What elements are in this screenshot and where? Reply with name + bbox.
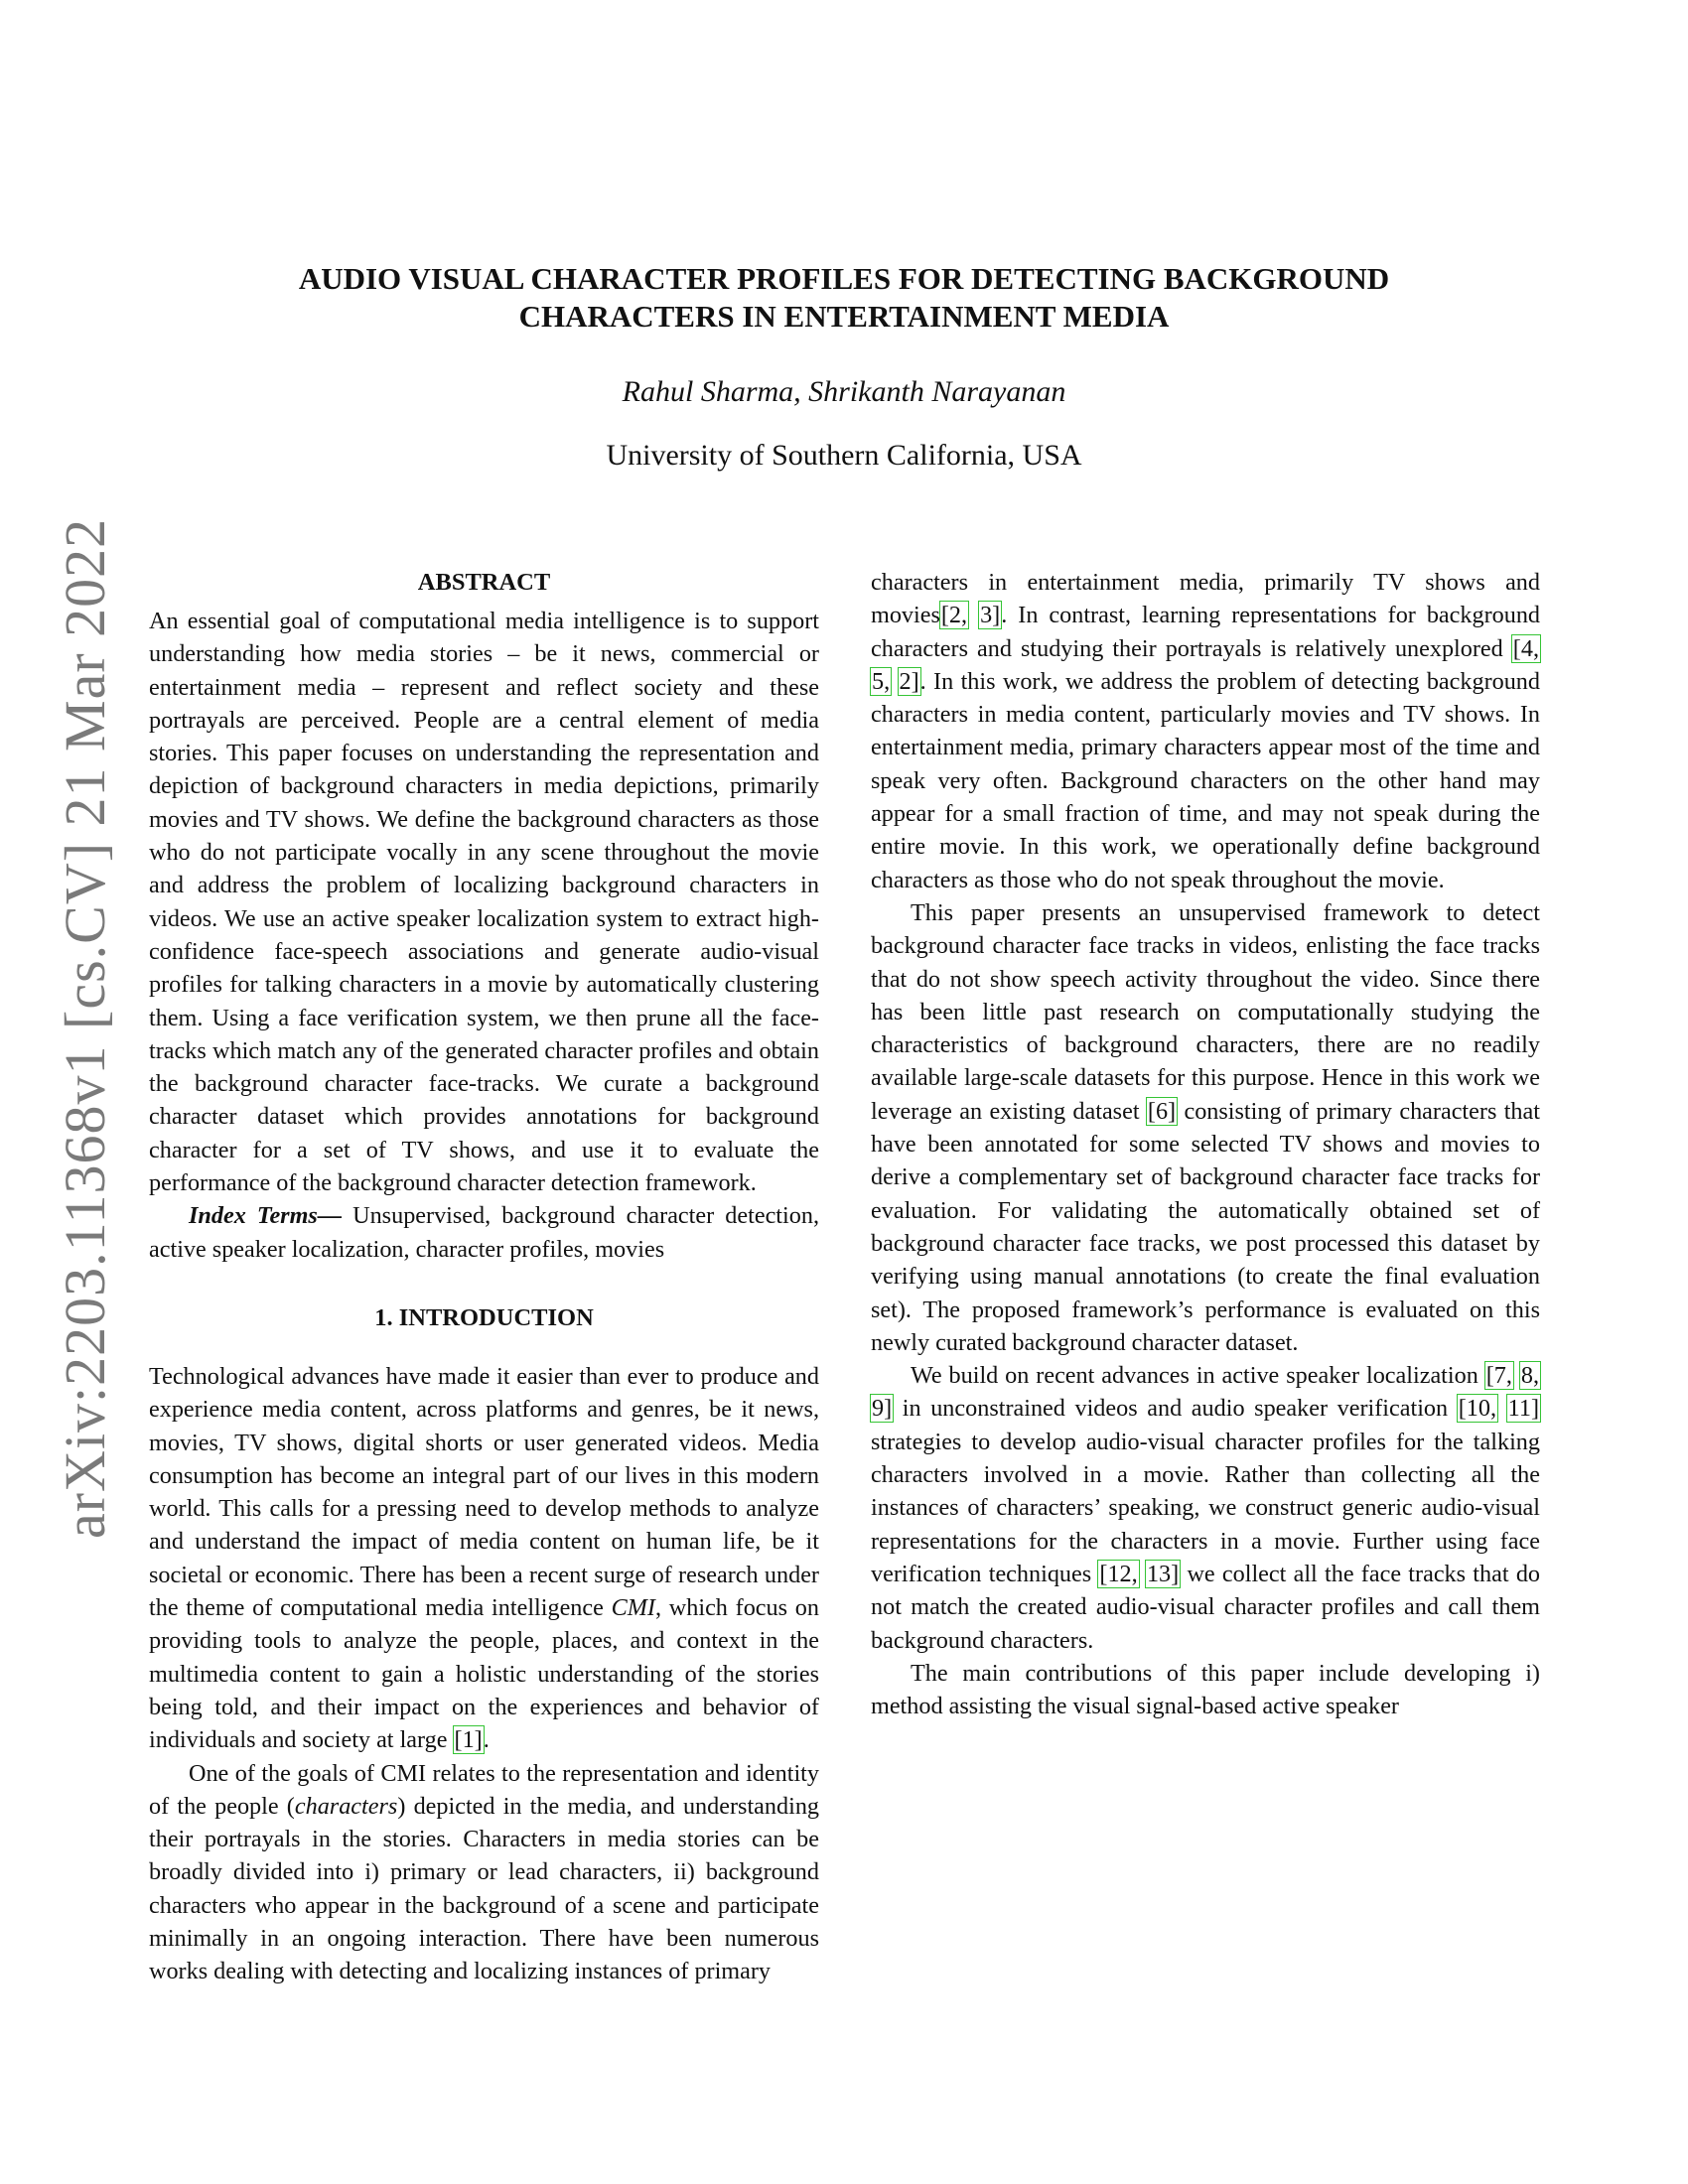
intro-paragraph-4: We build on recent advances in active speaker localization [7, 8, 9] in unconstrained videos and audio speaker verification [10, 11] strategies to develop audio-visual character profiles for the talking characters involved in a movie. Rather than collecting all the instances of characters’ speaking, we construct generic audio-visual representations for the characters in a movie. Further using face verification techniques [12, 13] we collect all the face tracks that do not match the created audio-visual character profiles and call them background characters.: [871, 1362, 1541, 1654]
paper-title: [149, 260, 1539, 336]
right-column: [871, 566, 1540, 1722]
citation-link[interactable]: [12,: [1099, 1560, 1138, 1587]
intro-paragraph-2: One of the goals of CMI relates to the representation and identity of the people (characters) depicted in the media, and understanding their portrayals in the stories. Characters in media stories can be broadly divided into i) primary or lead characters, ii) background characters who appear in the background of a scene and participate minimally in an ongoing interaction. There have been numerous works dealing with detecting and localizing instances of primary: [149, 1759, 820, 1985]
citation-link[interactable]: [2,: [940, 602, 968, 629]
title-line-1: AUDIO VISUAL CHARACTER PROFILES FOR DETECTING BACKGROUND: [298, 261, 1390, 296]
intro-paragraph-5: The main contributions of this paper include developing i) method assisting the visual signal-based active speaker: [871, 1659, 1540, 1720]
citation-link[interactable]: 9]: [872, 1395, 893, 1423]
intro-paragraph-2-continued: characters in entertainment media, primarily TV shows and movies[2, 3]. In contrast, learning representations for background characters and studying their portrayals is relatively unexplored [4, 5, 2]. In this work, we address the problem of detecting background characters in media content, particularly movies and TV shows. In entertainment media, primary characters appear most of the time and speak very often. Background characters on the other hand may appear for a small fraction of time, and may not speak during the entire movie. In this work, we operationally define background characters as those who do not speak throughout the movie.: [871, 569, 1541, 893]
citation-link[interactable]: [6]: [1147, 1097, 1177, 1125]
index-terms-text: Unsupervised, background character detection, active speaker localization, character profiles, movies: [149, 1202, 819, 1263]
citation-link[interactable]: 3]: [980, 602, 1001, 629]
authors: Rahul Sharma, Shrikanth Narayanan: [622, 375, 1066, 408]
citation-link[interactable]: [7,: [1485, 1362, 1512, 1390]
citation-link[interactable]: 11]: [1507, 1395, 1540, 1423]
abstract-heading: ABSTRACT: [417, 569, 551, 596]
index-terms-label: Index Terms—: [189, 1202, 343, 1230]
citation-link[interactable]: 13]: [1146, 1560, 1180, 1587]
citation-link[interactable]: [4,: [1512, 634, 1539, 662]
citation-link[interactable]: 2]: [899, 667, 919, 695]
citation-link[interactable]: 5,: [872, 667, 891, 695]
affiliation: University of Southern California, USA: [606, 439, 1082, 472]
left-column: [149, 566, 819, 1988]
intro-paragraph-3: This paper presents an unsupervised framework to detect background character face tracks in videos, enlisting the face tracks that do not show speech activity throughout the video. Since there has been little past research on computationally studying the characteristics of background characters, there are no readily available large-scale datasets for this purpose. Hence in this work we leverage an existing dataset [6] consisting of primary characters that have been annotated for some selected TV shows and movies to derive a complementary set of background character face tracks for evaluation. For validating the automatically obtained set of background character face tracks, we post processed this dataset by verifying using manual annotations (to create the final evaluation set). The proposed framework’s performance is evaluated on this newly curated background character dataset.: [871, 898, 1540, 1356]
title-block: [149, 260, 1539, 473]
abstract-text: An essential goal of computational media intelligence is to support understanding how media stories – be it news, commercial or entertainment media – represent and reflect society and these portrayals are perceived. People are a central element of media stories. This paper focuses on understanding the representation and depiction of background characters in media depictions, primarily movies and TV shows. We define the background characters as those who do not participate vocally in any scene throughout the movie and address the problem of localizing background characters in videos. We use an active speaker localization system to extract high-confidence face-speech associations and generate audio-visual profiles for talking characters in a movie by automatically clustering them. Using a face verification system, we then prune all the face-tracks which match any of the generated character profiles and obtain the background character face-tracks. We curate a background character dataset which provides annotations for background character for a set of TV shows, and use it to evaluate the performance of the background character detection framework.: [149, 608, 819, 1197]
introduction-heading: 1. INTRODUCTION: [374, 1303, 594, 1331]
citation-link[interactable]: 8,: [1520, 1362, 1539, 1390]
citation-link[interactable]: [10,: [1458, 1395, 1497, 1423]
index-terms: [149, 1199, 819, 1266]
title-line-2: CHARACTERS IN ENTERTAINMENT MEDIA: [518, 299, 1170, 334]
arxiv-identifier: arXiv:2203.11368v1 [cs.CV] 21 Mar 2022: [53, 517, 117, 1539]
intro-paragraph-1: Technological advances have made it easier than ever to produce and experience media content, across platforms and genres, be it news, movies, TV shows, digital shorts or user generated videos. Media consumption has become an integral part of our lives in this modern world. This calls for a pressing need to develop methods to analyze and understand the impact of media content on human life, be it societal or economic. There has been a recent surge of research under the theme of computational media intelligence CMI, which focus on providing tools to analyze the people, places, and context in the multimedia content to gain a holistic understanding of the stories being told, and their impact on the experiences and behavior of individuals and society at large [1].: [149, 1362, 819, 1754]
citation-link[interactable]: [1]: [454, 1726, 483, 1754]
